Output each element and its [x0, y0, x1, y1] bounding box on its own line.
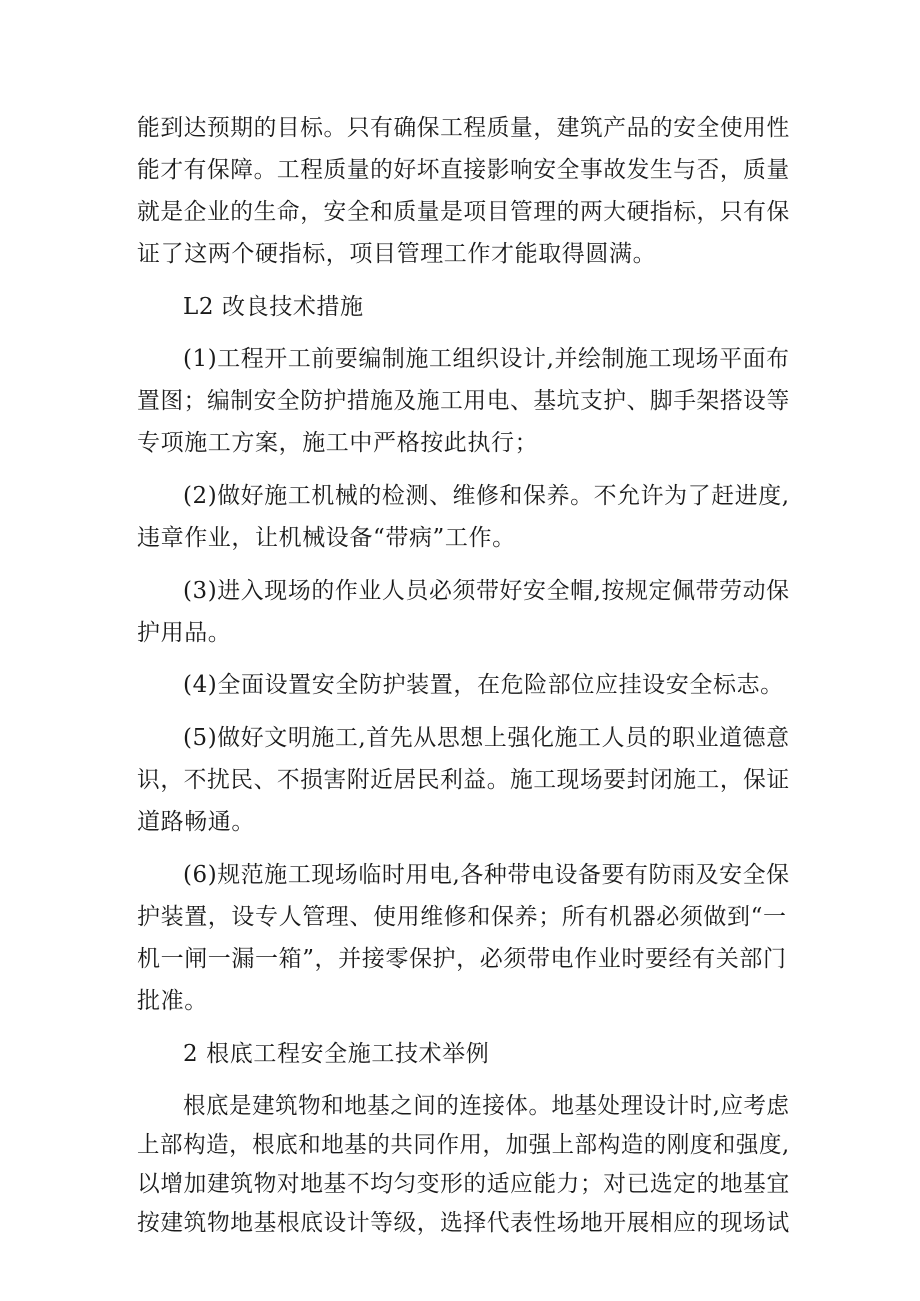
list-item-5-line: (5)做好文明施工,首先从思想上强化施工人员的职业道德意	[183, 725, 790, 751]
section-heading: L2 改良技术措施	[183, 294, 364, 320]
section-heading: 2 根底工程安全施工技术举例	[183, 1041, 490, 1067]
list-item-6-line: 护装置，设专人管理、使用维修和保养；所有机器必须做到“一	[137, 904, 787, 930]
list-item-4-line: (4)全面设置安全防护装置，在危险部位应挂设安全标志。	[183, 672, 784, 698]
list-item-1-line: 专项施工方案，施工中严格按此执行；	[137, 430, 539, 456]
body-text-line: 按建筑物地基根底设计等级，选择代表性场地开展相应的现场试	[137, 1210, 790, 1236]
list-item-1-line: 置图；编制安全防护措施及施工用电、基坑支护、脚手架搭设等	[137, 388, 790, 414]
list-item-6-line: (6)规范施工现场临时用电,各种带电设备要有防雨及安全保	[183, 862, 790, 888]
body-text-line: 就是企业的生命，安全和质量是项目管理的两大硬指标，只有保	[137, 199, 790, 225]
body-text-line: 证了这两个硬指标，项目管理工作才能取得圆满。	[137, 241, 657, 267]
list-item-5-line: 道路畅通。	[137, 809, 255, 835]
list-item-6-line: 机一闸一漏一箱”，并接零保护，必须带电作业时要经有关部门	[137, 946, 787, 972]
list-item-2-line: (2)做好施工机械的检测、维修和保养。不允许为了赶进度,	[183, 483, 790, 509]
body-text-line: 根底是建筑物和地基之间的连接体。地基处理设计时,应考虑	[183, 1093, 790, 1119]
list-item-3-line: (3)进入现场的作业人员必须带好安全帽,按规定佩带劳动保	[183, 578, 790, 604]
body-text-line: 能到达预期的目标。只有确保工程质量，建筑产品的安全使用性	[137, 115, 790, 141]
list-item-1-line: (1)工程开工前要编制施工组织设计,并绘制施工现场平面布	[183, 346, 790, 372]
list-item-6-line: 批准。	[137, 988, 208, 1014]
body-text-line: 上部构造，根底和地基的共同作用，加强上部构造的刚度和强度,	[137, 1132, 790, 1158]
body-text-line: 以增加建筑物对地基不均匀变形的适应能力；对已选定的地基宜	[137, 1171, 790, 1197]
list-item-2-line: 违章作业，让机械设备“带病”工作。	[137, 525, 516, 551]
body-text-line: 能才有保障。工程质量的好坏直接影响安全事故发生与否，质量	[137, 157, 790, 183]
list-item-3-line: 护用品。	[137, 620, 232, 646]
list-item-5-line: 识，不扰民、不损害附近居民利益。施工现场要封闭施工，保证	[137, 767, 790, 793]
